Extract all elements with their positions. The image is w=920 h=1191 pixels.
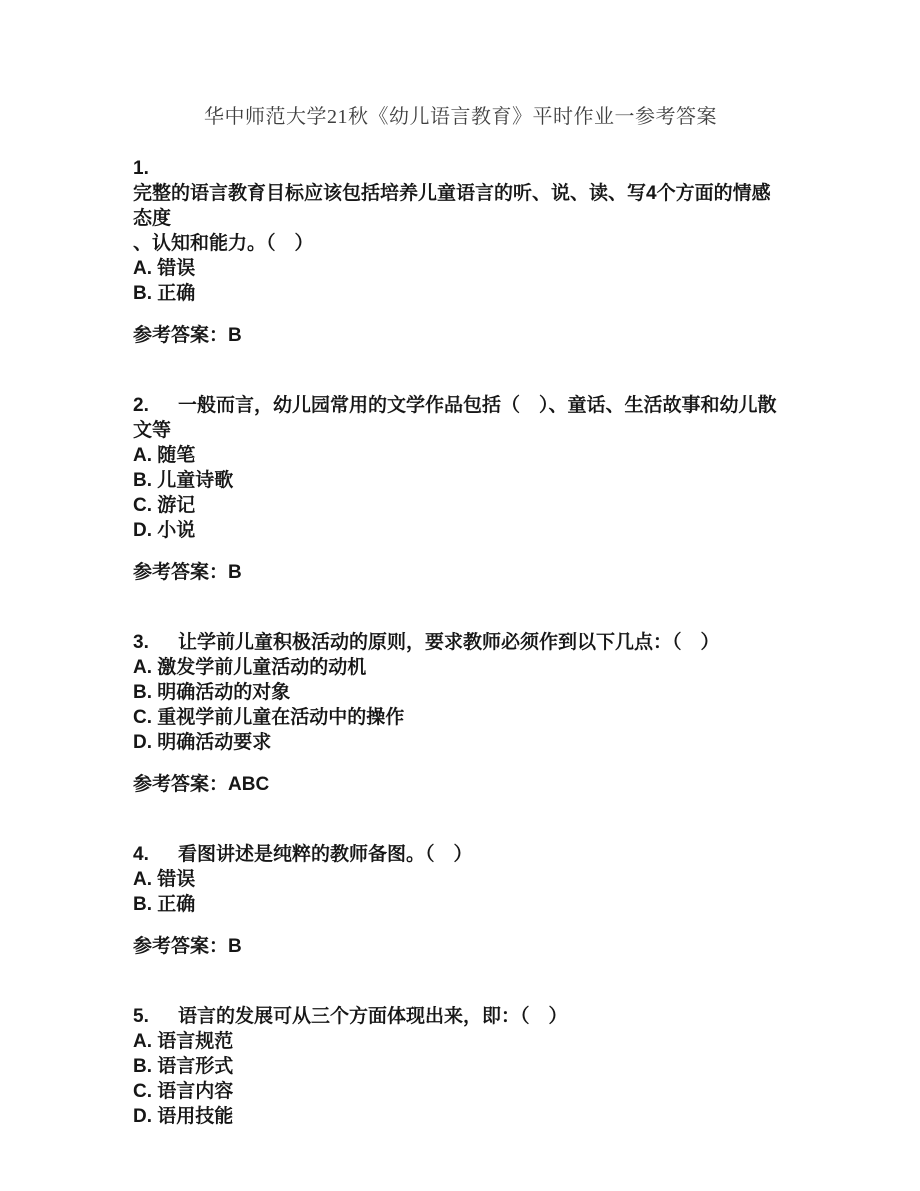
question-number: 1.: [133, 158, 149, 179]
question-3-option-d: D. 明确活动要求: [133, 732, 272, 753]
question-5: [133, 1004, 788, 1129]
question-2-option-c: C. 游记: [133, 495, 196, 516]
answer-value: ABC: [228, 774, 270, 795]
question-4-option-a: A. 错误: [133, 869, 196, 890]
question-1: [133, 156, 788, 348]
answer-label: 参考答案：: [133, 774, 229, 795]
question-3-answer-line: [133, 772, 788, 797]
doc-title: 华中师范大学21秋《幼儿语言教育》平时作业一参考答案: [204, 106, 717, 128]
question-2-text-line: [133, 393, 788, 443]
question-4-text-line: [133, 842, 788, 867]
answer-label: 参考答案：: [133, 562, 229, 583]
question-number: 3.: [133, 632, 149, 653]
question-3-text-line: [133, 630, 788, 655]
answer-label: 参考答案：: [133, 936, 229, 957]
question-5-option-a: A. 语言规范: [133, 1031, 234, 1052]
question-2-option-d: D. 小说: [133, 520, 196, 541]
answer-value: B: [228, 936, 242, 957]
question-5-option-d: D. 语用技能: [133, 1106, 234, 1127]
question-5-option-b: B. 语言形式: [133, 1056, 234, 1077]
question-text: 看图讲述是纯粹的教师备图。（ ）: [178, 844, 473, 865]
question-3-option-b: B. 明确活动的对象: [133, 682, 291, 703]
question-2-option-b: B. 儿童诗歌: [133, 470, 234, 491]
question-3: [133, 630, 788, 797]
question-1-number-line: [133, 156, 788, 181]
question-3-option-a: A. 激发学前儿童活动的动机: [133, 657, 367, 678]
question-4-answer-line: [133, 934, 788, 959]
question-text: 语言的发展可从三个方面体现出来，即：（ ）: [178, 1006, 568, 1027]
answer-label: 参考答案：: [133, 325, 229, 346]
question-1-answer-line: [133, 323, 788, 348]
question-1-text-line-2: 、认知和能力。（ ）: [133, 233, 314, 254]
answer-value: B: [228, 562, 242, 583]
question-1-option-a: A. 错误: [133, 258, 196, 279]
question-number: 5.: [133, 1006, 149, 1027]
question-3-option-c: C. 重视学前儿童在活动中的操作: [133, 707, 405, 728]
question-text: 一般而言，幼儿园常用的文学作品包括（ ）、童话、生活故事和幼儿散文等: [133, 395, 777, 441]
question-number: 2.: [133, 395, 149, 416]
question-2-option-a: A. 随笔: [133, 445, 196, 466]
question-2-answer-line: [133, 560, 788, 585]
question-4: [133, 842, 788, 959]
question-5-option-c: C. 语言内容: [133, 1081, 234, 1102]
question-5-text-line: [133, 1004, 788, 1029]
question-4-option-b: B. 正确: [133, 894, 196, 915]
answer-value: B: [228, 325, 242, 346]
question-number: 4.: [133, 844, 149, 865]
question-text: 让学前儿童积极活动的原则，要求教师必须作到以下几点：（ ）: [178, 632, 720, 653]
question-1-text-line-1: 完整的语言教育目标应该包括培养儿童语言的听、说、读、写4个方面的情感态度: [133, 183, 771, 229]
question-1-option-b: B. 正确: [133, 283, 196, 304]
question-2: [133, 393, 788, 585]
